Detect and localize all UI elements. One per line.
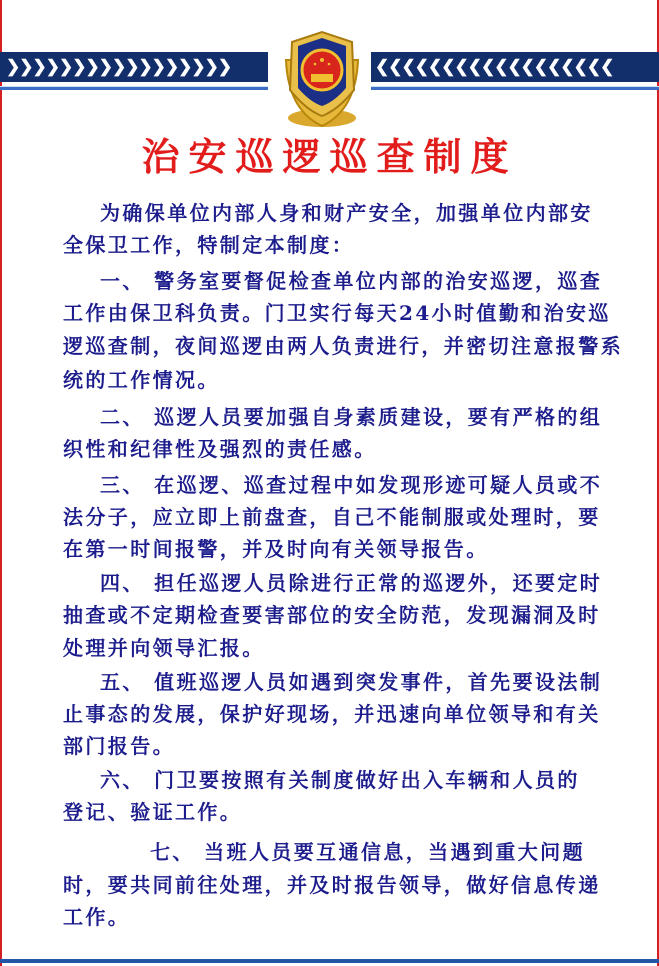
bottom-rule xyxy=(0,959,659,963)
text-line: 在第一时间报警，并及时向有关领导报告。 xyxy=(63,537,489,561)
text-line: 登记、验证工作。 xyxy=(63,800,243,824)
text-line: 三、 在巡逻、巡查过程中如发现形迹可疑人员或不 xyxy=(100,473,603,497)
right-chevron-band: ❮❮❮❮❮❮❮❮❮❮❮❮❮❮❮❮❮❮ xyxy=(371,52,659,82)
text-line: 逻巡查制，夜间巡逻由两人负责进行，并密切注意报警系 xyxy=(63,334,623,358)
text-line: 一、 警务室要督促检查单位内部的治安巡逻，巡查 xyxy=(100,269,603,293)
text-line: 四、 担任巡逻人员除进行正常的巡逻外，还要定时 xyxy=(100,571,603,595)
text-line: 统的工作情况。 xyxy=(63,368,220,392)
text-line: 全保卫工作，特制定本制度： xyxy=(63,233,355,257)
left-chevron-band: ❯❯❯❯❯❯❯❯❯❯❯❯❯❯❯❯❯ xyxy=(0,52,268,82)
page-title: 治安巡逻巡查制度 xyxy=(141,134,518,179)
text-line: 时，要共同前往处理，并及时报告领导，做好信息传递 xyxy=(63,873,601,897)
text-line: 处理并向领导汇报。 xyxy=(63,636,265,660)
text-line: 工作。 xyxy=(63,905,131,929)
text-line: 五、 值班巡逻人员如遇到突发事件，首先要设法制 xyxy=(100,670,603,694)
text-line: 织性和纪律性及强烈的责任感。 xyxy=(63,437,377,461)
text-line: 七、 当班人员要互通信息，当遇到重大问题 xyxy=(150,840,585,864)
text-line: 为确保单位内部人身和财产安全，加强单位内部安 xyxy=(100,201,593,225)
text-line: 法分子，应立即上前盘查，自己不能制服或处理时，要 xyxy=(63,505,601,529)
text-line: 抽查或不定期检查要害部位的安全防范，发现漏洞及时 xyxy=(63,603,601,627)
text-line: 六、 门卫要按照有关制度做好出入车辆和人员的 xyxy=(100,768,580,792)
left-band-underline xyxy=(0,86,268,90)
text-line: 工作由保卫科负责。门卫实行每天24小时值勤和治安巡 xyxy=(63,301,611,325)
text-line: 二、 巡逻人员要加强自身素质建设，要有严格的组 xyxy=(100,405,603,429)
police-emblem-icon xyxy=(278,30,366,130)
text-line: 部门报告。 xyxy=(63,734,175,758)
text-line: 止事态的发展，保护好现场，并迅速向单位领导和有关 xyxy=(63,702,601,726)
right-band-underline xyxy=(371,86,659,90)
